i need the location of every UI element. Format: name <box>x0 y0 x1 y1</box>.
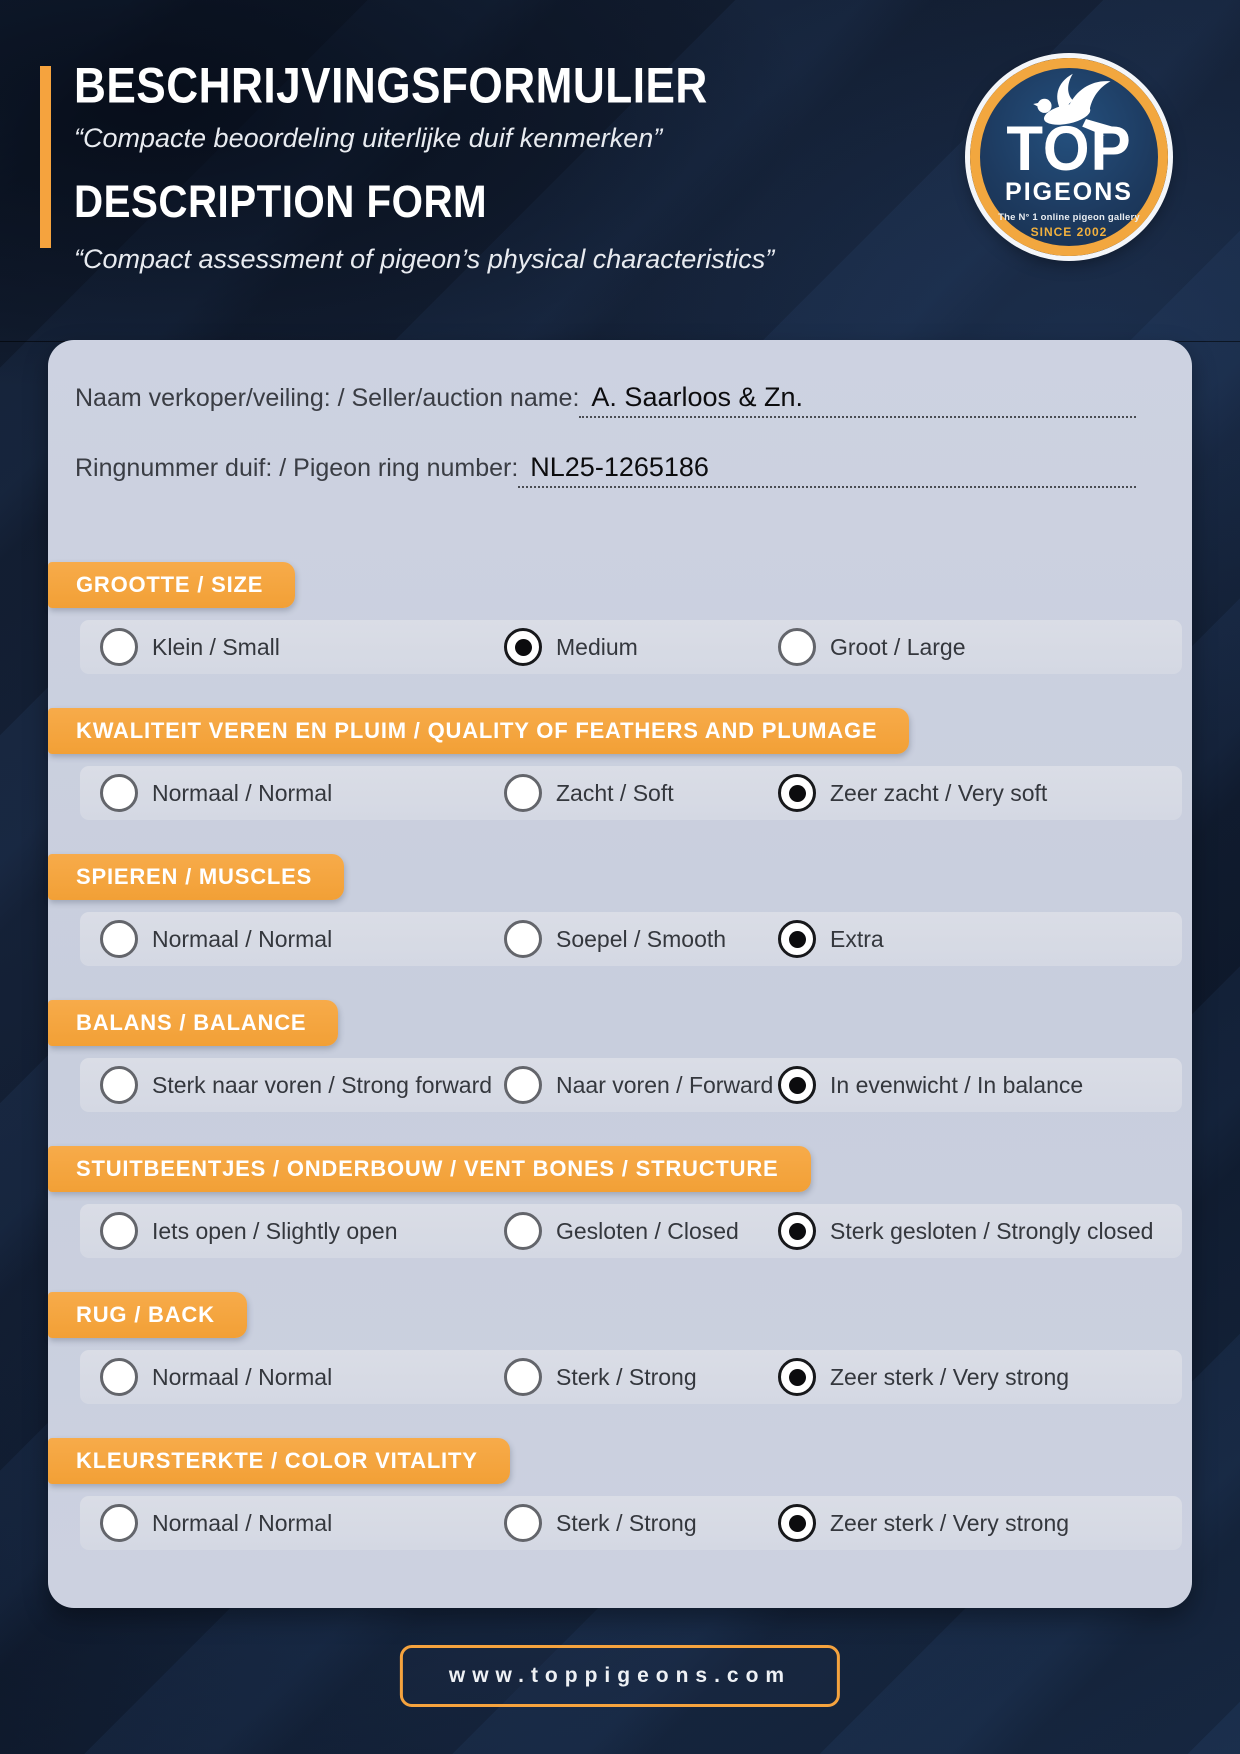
radio-button[interactable] <box>778 1066 816 1104</box>
radio-button[interactable] <box>100 774 138 812</box>
seller-name-value[interactable]: A. Saarloos & Zn. <box>591 382 804 412</box>
radio-button[interactable] <box>504 774 542 812</box>
radio-option-soepel-smooth[interactable] <box>504 920 778 958</box>
section-feather-quality-badge: KWALITEIT VEREN EN PLUIM / QUALITY OF FEATHERS AND PLUMAGE <box>48 708 909 754</box>
title-english: DESCRIPTION FORM <box>74 175 488 227</box>
ring-number-value[interactable]: NL25-1265186 <box>530 452 709 482</box>
radio-label: Naar voren / Forward <box>556 1071 774 1098</box>
section-muscles <box>48 854 1192 966</box>
radio-option-sterk-strong[interactable] <box>504 1504 778 1542</box>
section-size-options <box>80 620 1182 674</box>
section-feather-quality-options <box>80 766 1182 820</box>
radio-option-strongly-closed[interactable] <box>778 1212 1182 1250</box>
radio-button[interactable] <box>504 1066 542 1104</box>
top-pigeons-logo <box>970 58 1168 256</box>
radio-button[interactable] <box>100 1212 138 1250</box>
radio-option-normaal[interactable] <box>100 920 504 958</box>
section-vent-bones-options <box>80 1204 1182 1258</box>
logo-tagline: The N° 1 online pigeon gallery <box>998 212 1140 223</box>
radio-option-sterk-strong[interactable] <box>504 1358 778 1396</box>
radio-button[interactable] <box>100 920 138 958</box>
section-vent-bones-badge: STUITBEENTJES / ONDERBOUW / VENT BONES / STRUCTURE <box>48 1146 811 1192</box>
radio-label: Gesloten / Closed <box>556 1217 739 1244</box>
radio-option-normaal[interactable] <box>100 1358 504 1396</box>
radio-label: Normaal / Normal <box>152 779 333 806</box>
radio-option-forward[interactable] <box>504 1066 778 1104</box>
radio-label: Sterk gesloten / Strongly closed <box>830 1217 1154 1244</box>
header-accent-bar <box>40 66 51 248</box>
section-muscles-options <box>80 912 1182 966</box>
radio-label: Normaal / Normal <box>152 1363 333 1390</box>
radio-button[interactable] <box>504 1504 542 1542</box>
radio-option-normaal[interactable] <box>100 1504 504 1542</box>
page-header <box>74 58 874 275</box>
radio-label: Sterk / Strong <box>556 1363 697 1390</box>
radio-option-normaal[interactable] <box>100 774 504 812</box>
radio-label: Soepel / Smooth <box>556 925 727 952</box>
section-back-options <box>80 1350 1182 1404</box>
form-panel <box>48 340 1192 1608</box>
website-link[interactable]: www.toppigeons.com <box>400 1645 840 1707</box>
radio-option-closed[interactable] <box>504 1212 778 1250</box>
section-size-badge: GROOTTE / SIZE <box>48 562 295 608</box>
radio-label: Normaal / Normal <box>152 925 333 952</box>
radio-label: Klein / Small <box>152 633 280 660</box>
radio-button[interactable] <box>504 1358 542 1396</box>
radio-label: In evenwicht / In balance <box>830 1071 1084 1098</box>
radio-label: Groot / Large <box>830 633 966 660</box>
radio-label: Medium <box>556 633 638 660</box>
form-sections <box>48 562 1192 1550</box>
radio-button[interactable] <box>100 628 138 666</box>
radio-label: Zacht / Soft <box>556 779 674 806</box>
logo-since-label: SINCE 2002 <box>1030 225 1108 239</box>
radio-label: Normaal / Normal <box>152 1509 333 1536</box>
section-back-badge: RUG / BACK <box>48 1292 247 1338</box>
subtitle-dutch: “Compacte beoordeling uiterlijke duif kenmerken” <box>74 122 663 153</box>
title-dutch: BESCHRIJVINGSFORMULIER <box>74 56 708 114</box>
radio-button[interactable] <box>778 1358 816 1396</box>
radio-option-zeer-sterk-very-strong[interactable] <box>778 1358 1182 1396</box>
radio-option-in-balance[interactable] <box>778 1066 1182 1104</box>
radio-button[interactable] <box>778 774 816 812</box>
radio-button[interactable] <box>100 1358 138 1396</box>
radio-option-zeer-zacht-very-soft[interactable] <box>778 774 1182 812</box>
radio-button[interactable] <box>504 1212 542 1250</box>
radio-label: Iets open / Slightly open <box>152 1217 398 1244</box>
radio-button[interactable] <box>504 628 542 666</box>
section-balance <box>48 1000 1192 1112</box>
radio-option-medium[interactable] <box>504 628 778 666</box>
radio-option-zacht-soft[interactable] <box>504 774 778 812</box>
section-muscles-badge: SPIEREN / MUSCLES <box>48 854 344 900</box>
ring-number-field <box>75 452 1136 488</box>
radio-button[interactable] <box>778 1504 816 1542</box>
radio-button[interactable] <box>100 1066 138 1104</box>
radio-label: Extra <box>830 925 884 952</box>
section-balance-options <box>80 1058 1182 1112</box>
radio-option-slightly-open[interactable] <box>100 1212 504 1250</box>
logo-word-top: TOP <box>1006 113 1132 184</box>
radio-label: Sterk naar voren / Strong forward <box>152 1071 493 1098</box>
radio-option-klein-small[interactable] <box>100 628 504 666</box>
radio-label: Zeer sterk / Very strong <box>830 1363 1070 1390</box>
section-vent-bones <box>48 1146 1192 1258</box>
seller-name-label: Naam verkoper/veiling: / Seller/auction name: <box>75 384 580 412</box>
section-color-vitality-options <box>80 1496 1182 1550</box>
ring-number-label: Ringnummer duif: / Pigeon ring number: <box>75 454 519 482</box>
radio-option-strong-forward[interactable] <box>100 1066 504 1104</box>
radio-button[interactable] <box>778 920 816 958</box>
ring-number-input[interactable] <box>518 452 1136 488</box>
radio-label: Zeer sterk / Very strong <box>830 1509 1070 1536</box>
section-color-vitality-badge: KLEURSTERKTE / COLOR VITALITY <box>48 1438 510 1484</box>
radio-option-groot-large[interactable] <box>778 628 1182 666</box>
section-balance-badge: BALANS / BALANCE <box>48 1000 338 1046</box>
radio-button[interactable] <box>778 628 816 666</box>
radio-label: Zeer zacht / Very soft <box>830 779 1048 806</box>
radio-option-extra[interactable] <box>778 920 1182 958</box>
radio-option-zeer-sterk-very-strong[interactable] <box>778 1504 1182 1542</box>
radio-label: Sterk / Strong <box>556 1509 697 1536</box>
radio-button[interactable] <box>778 1212 816 1250</box>
form-fields <box>48 340 1192 488</box>
seller-name-field <box>75 382 1136 418</box>
section-back <box>48 1292 1192 1404</box>
radio-button[interactable] <box>100 1504 138 1542</box>
seller-name-input[interactable] <box>579 382 1136 418</box>
radio-button[interactable] <box>504 920 542 958</box>
section-size <box>48 562 1192 674</box>
subtitle-english: “Compact assessment of pigeon’s physical characteristics” <box>74 243 775 274</box>
section-feather-quality <box>48 708 1192 820</box>
section-color-vitality <box>48 1438 1192 1550</box>
logo-word-pigeons: PIGEONS <box>1005 178 1133 206</box>
